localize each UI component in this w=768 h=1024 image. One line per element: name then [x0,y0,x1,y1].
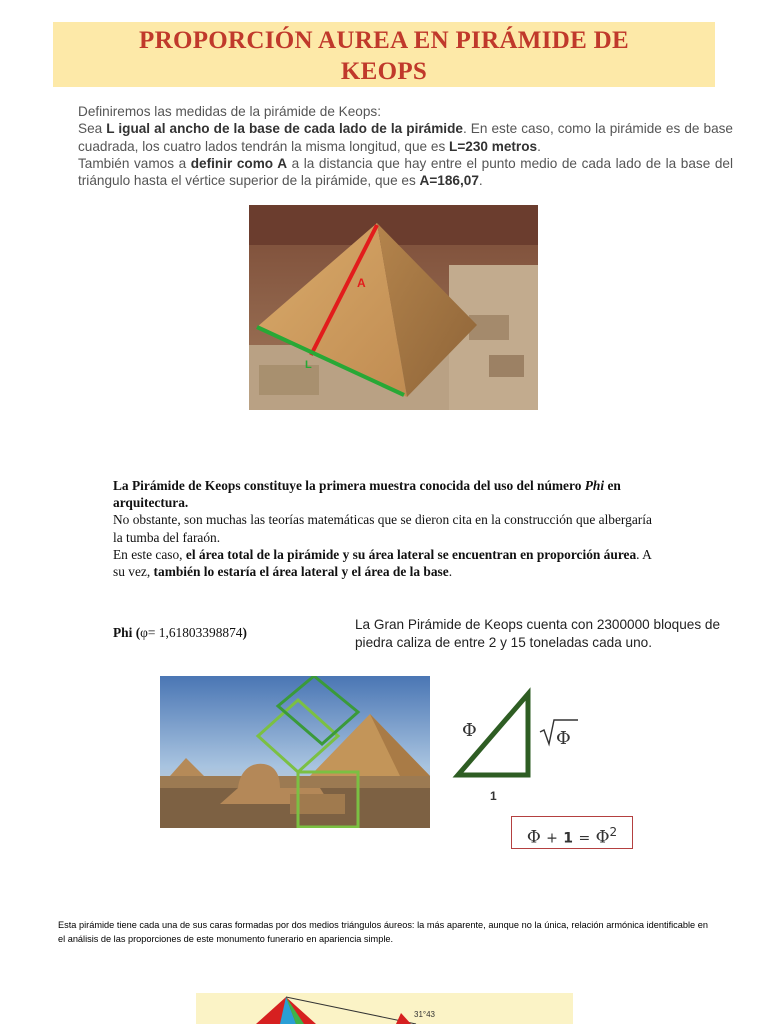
sphinx-photo [160,676,430,828]
page-title-line-2: KEOPS [340,58,428,85]
serif-bold-span: también lo estaría el área lateral y el área de la base [153,564,449,580]
phi-close: ) [242,625,247,640]
phi-intro-paragraph [113,477,658,511]
phi-number: = 1,61803398874 [147,625,243,640]
phi-value [113,625,247,641]
intro-text-span: . En este caso, como la pirámide es de base cuadrada, los cuatro lados tendrán la misma longitud, que es [78,121,733,154]
intro-text [78,103,733,189]
intro-paragraph-apothem [78,155,733,190]
triangle-base-label: 1 [490,789,497,803]
area-paragraph [113,546,658,580]
phi-italic: Phi [584,478,605,493]
page-title-line-1: PROPORCIÓN AUREA EN PIRÁMIDE DE [139,27,629,54]
intro-bold-span: A=186,07 [419,173,479,189]
golden-triangles-note: Esta pirámide tiene cada una de sus caras formadas por dos medios triángulos áureos: la más aparente, aunque no la única, relación armónica identificable en el análisis de las proporciones de este monumento funerario en apariencia simple. [58,920,708,944]
serif-text-span: En este caso, [113,546,186,562]
formula-phi-squared: Φ [595,827,610,848]
theories-paragraph: No obstante, son muchas las teorías matemáticas que se dieron cita en la construcción que albergaría la tumba del faraón. [113,512,652,545]
formula-one: 1 [563,830,574,847]
title-banner [53,22,715,87]
label-a: A [357,276,366,290]
intro-text-span: . [537,138,541,154]
intro-bold-span: L=230 metros [449,138,538,154]
intro-text-span: a la distancia que hay entre el punto medio de cada lado de la base del triángulo hasta el vértice superior de la pirámide, que es [78,155,733,189]
formula-phi: Φ [526,827,541,848]
intro-line-1: Definiremos las medidas de la pirámide de Keops: [78,104,381,119]
triangle-phi-label: Φ [462,720,477,741]
intro-bold-span: definir como A [190,155,288,171]
angle-label: 31°43 [414,1010,435,1019]
serif-text-span: . [448,564,453,580]
serif-bold-span: en arquitectura. [113,478,621,511]
intro-text-span: Sea [78,121,107,137]
formula-equals: = [578,830,591,847]
phi-explanation [113,477,658,580]
bottom-diagram [196,993,573,1024]
triangle-sqrt-phi-label: Φ [556,728,571,749]
intro-paragraph-base [78,120,733,155]
serif-text-span: . A su vez, [113,546,652,580]
label-l: L [305,359,312,371]
phi-triangle-diagram [450,686,590,806]
serif-bold-span: La Pirámide de Keops constituye la primera muestra conocida del uso del número [113,478,585,493]
intro-text-span: . [478,173,483,189]
intro-text-span: También vamos a [78,155,191,171]
formula-exponent: 2 [609,825,618,839]
formula-plus: + [546,830,558,847]
phi-label: Phi ( [113,625,141,640]
serif-bold-span: el área total de la pirámide y su área lateral se encuentran en proporción áurea [185,546,637,562]
intro-bold-span: L igual al ancho de la base de cada lado de la pirámide [106,121,463,137]
blocks-text: La Gran Pirámide de Keops cuenta con 2300000 bloques de piedra caliza de entre 2 y 15 toneladas cada uno. [355,617,721,650]
phi-symbol: φ [140,625,148,640]
pyramid-photo [249,205,538,410]
golden-formula [511,816,633,849]
